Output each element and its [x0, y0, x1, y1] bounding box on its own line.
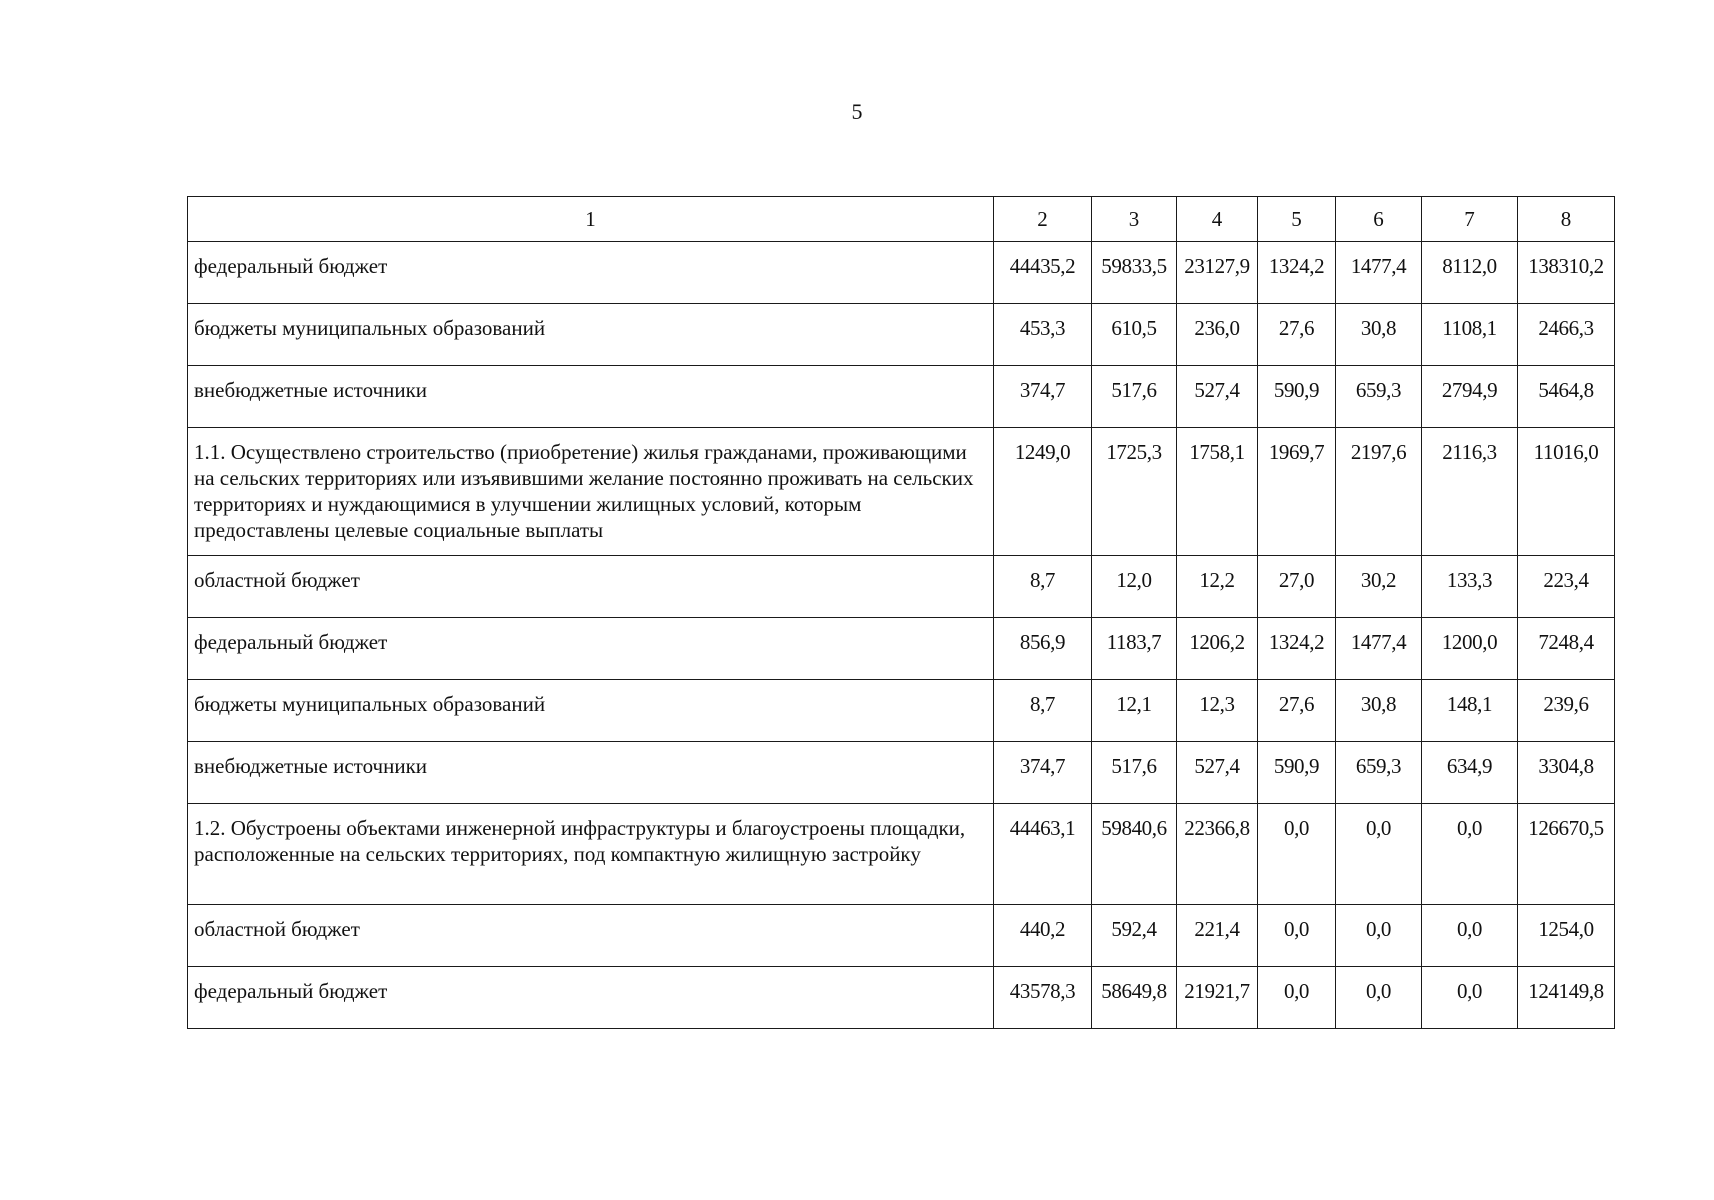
value-cell: 0,0	[1336, 905, 1422, 967]
value-cell: 59840,6	[1092, 804, 1177, 905]
value-cell: 1108,1	[1422, 304, 1518, 366]
value-cell: 239,6	[1518, 680, 1615, 742]
budget-table	[187, 196, 1615, 1029]
value-cell: 22366,8	[1177, 804, 1258, 905]
value-cell: 527,4	[1177, 366, 1258, 428]
table-row	[188, 905, 1615, 967]
row-label: областной бюджет	[188, 905, 994, 967]
table-row	[188, 680, 1615, 742]
table-row	[188, 618, 1615, 680]
column-header: 1	[188, 197, 994, 242]
value-cell: 453,3	[994, 304, 1092, 366]
header-row	[188, 197, 1615, 242]
value-cell: 1324,2	[1258, 618, 1336, 680]
value-cell: 27,6	[1258, 304, 1336, 366]
value-cell: 30,8	[1336, 304, 1422, 366]
column-header: 2	[994, 197, 1092, 242]
value-cell: 1969,7	[1258, 428, 1336, 556]
value-cell: 12,3	[1177, 680, 1258, 742]
value-cell: 590,9	[1258, 742, 1336, 804]
row-label: федеральный бюджет	[188, 967, 994, 1029]
value-cell: 0,0	[1258, 905, 1336, 967]
value-cell: 0,0	[1422, 804, 1518, 905]
value-cell: 2197,6	[1336, 428, 1422, 556]
table-row	[188, 242, 1615, 304]
value-cell: 44463,1	[994, 804, 1092, 905]
value-cell: 59833,5	[1092, 242, 1177, 304]
row-label: федеральный бюджет	[188, 242, 994, 304]
value-cell: 5464,8	[1518, 366, 1615, 428]
value-cell: 374,7	[994, 742, 1092, 804]
value-cell: 0,0	[1422, 905, 1518, 967]
value-cell: 2466,3	[1518, 304, 1615, 366]
value-cell: 610,5	[1092, 304, 1177, 366]
value-cell: 517,6	[1092, 742, 1177, 804]
value-cell: 27,0	[1258, 556, 1336, 618]
row-label: внебюджетные источники	[188, 366, 994, 428]
value-cell: 440,2	[994, 905, 1092, 967]
value-cell: 12,1	[1092, 680, 1177, 742]
column-header: 8	[1518, 197, 1615, 242]
row-label: бюджеты муниципальных образований	[188, 680, 994, 742]
value-cell: 1758,1	[1177, 428, 1258, 556]
value-cell: 592,4	[1092, 905, 1177, 967]
value-cell: 1254,0	[1518, 905, 1615, 967]
value-cell: 148,1	[1422, 680, 1518, 742]
value-cell: 590,9	[1258, 366, 1336, 428]
table-row	[188, 366, 1615, 428]
value-cell: 58649,8	[1092, 967, 1177, 1029]
table-row	[188, 804, 1615, 905]
table-row	[188, 428, 1615, 556]
row-label: 1.1. Осуществлено строительство (приобретение) жилья гражданами, проживающими на сельских территориях или изъявившими желание постоянно проживать на сельских территориях и нуждающимися в улучшении жилищных условий, которым предоставлены целевые социальные выплаты	[188, 428, 994, 556]
value-cell: 1200,0	[1422, 618, 1518, 680]
row-label: внебюджетные источники	[188, 742, 994, 804]
value-cell: 30,2	[1336, 556, 1422, 618]
value-cell: 0,0	[1258, 967, 1336, 1029]
value-cell: 1249,0	[994, 428, 1092, 556]
value-cell: 138310,2	[1518, 242, 1615, 304]
value-cell: 126670,5	[1518, 804, 1615, 905]
value-cell: 11016,0	[1518, 428, 1615, 556]
value-cell: 27,6	[1258, 680, 1336, 742]
value-cell: 1183,7	[1092, 618, 1177, 680]
table-row	[188, 967, 1615, 1029]
value-cell: 517,6	[1092, 366, 1177, 428]
value-cell: 124149,8	[1518, 967, 1615, 1029]
column-header: 7	[1422, 197, 1518, 242]
value-cell: 1477,4	[1336, 242, 1422, 304]
column-header: 6	[1336, 197, 1422, 242]
value-cell: 634,9	[1422, 742, 1518, 804]
value-cell: 1725,3	[1092, 428, 1177, 556]
value-cell: 3304,8	[1518, 742, 1615, 804]
value-cell: 0,0	[1336, 804, 1422, 905]
value-cell: 0,0	[1258, 804, 1336, 905]
value-cell: 0,0	[1422, 967, 1518, 1029]
row-label: областной бюджет	[188, 556, 994, 618]
value-cell: 659,3	[1336, 742, 1422, 804]
value-cell: 2116,3	[1422, 428, 1518, 556]
value-cell: 1206,2	[1177, 618, 1258, 680]
page-number: 5	[851, 99, 863, 124]
value-cell: 23127,9	[1177, 242, 1258, 304]
value-cell: 12,0	[1092, 556, 1177, 618]
value-cell: 8,7	[994, 556, 1092, 618]
value-cell: 7248,4	[1518, 618, 1615, 680]
value-cell: 2794,9	[1422, 366, 1518, 428]
value-cell: 236,0	[1177, 304, 1258, 366]
value-cell: 43578,3	[994, 967, 1092, 1029]
column-header: 4	[1177, 197, 1258, 242]
table-row	[188, 556, 1615, 618]
value-cell: 30,8	[1336, 680, 1422, 742]
value-cell: 659,3	[1336, 366, 1422, 428]
row-label: бюджеты муниципальных образований	[188, 304, 994, 366]
column-header: 3	[1092, 197, 1177, 242]
value-cell: 8112,0	[1422, 242, 1518, 304]
value-cell: 12,2	[1177, 556, 1258, 618]
table-row	[188, 742, 1615, 804]
row-label: 1.2. Обустроены объектами инженерной инфраструктуры и благоустроены площадки, расположенные на сельских территориях, под компактную жилищную застройку	[188, 804, 994, 905]
column-header: 5	[1258, 197, 1336, 242]
value-cell: 44435,2	[994, 242, 1092, 304]
row-label: федеральный бюджет	[188, 618, 994, 680]
value-cell: 221,4	[1177, 905, 1258, 967]
value-cell: 374,7	[994, 366, 1092, 428]
value-cell: 1477,4	[1336, 618, 1422, 680]
value-cell: 527,4	[1177, 742, 1258, 804]
value-cell: 133,3	[1422, 556, 1518, 618]
table-row	[188, 304, 1615, 366]
value-cell: 1324,2	[1258, 242, 1336, 304]
value-cell: 223,4	[1518, 556, 1615, 618]
value-cell: 0,0	[1336, 967, 1422, 1029]
value-cell: 856,9	[994, 618, 1092, 680]
value-cell: 21921,7	[1177, 967, 1258, 1029]
value-cell: 8,7	[994, 680, 1092, 742]
